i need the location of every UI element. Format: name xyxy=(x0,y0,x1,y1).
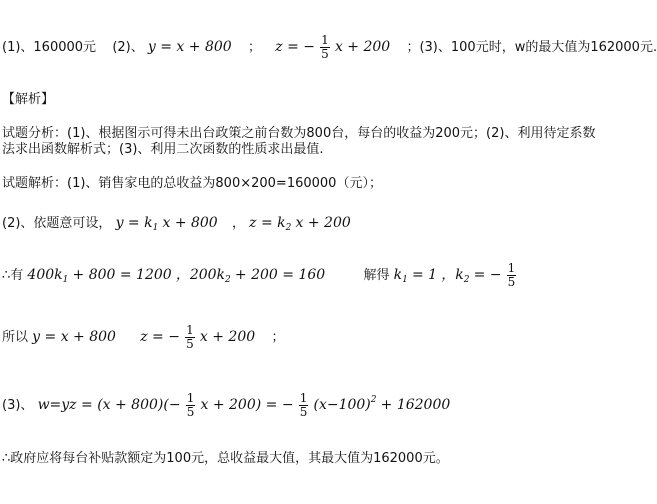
answer-part2-label: (2)、 xyxy=(112,40,144,55)
step4-end: ； xyxy=(271,330,285,345)
step3-eq2-sub: 2 xyxy=(225,275,231,285)
step3-k1-b: = 1 xyxy=(411,267,438,283)
step2-eq1-b: x + 800 xyxy=(162,215,218,231)
step4-fraction xyxy=(185,324,195,351)
step3-eq1-a: 400k xyxy=(27,267,63,283)
step3-k2-a: ，k xyxy=(441,267,464,283)
step2-comma: ， xyxy=(232,216,246,231)
fraction-numerator: 1 xyxy=(186,323,194,337)
step2-eq1-a: y = k xyxy=(115,215,153,231)
answer-fraction xyxy=(320,34,330,61)
step3-fraction xyxy=(507,262,517,289)
answer-part3: ；(3)、100元时，w的最大值为162000元. xyxy=(406,40,657,55)
answer-separator: ； xyxy=(247,40,261,55)
step4-z-rhs: x + 200 xyxy=(199,329,256,345)
answer-z-rhs: x + 200 xyxy=(334,39,391,55)
step4-y-equation: y = x + 800 xyxy=(32,329,116,345)
fraction-denominator: 5 xyxy=(299,405,308,419)
answer-y-equation: y = x + 800 xyxy=(147,39,232,55)
step3-k2-sub: 2 xyxy=(463,275,470,285)
fraction-denominator: 5 xyxy=(507,275,516,289)
analysis-line-1: 试题分析：(1)、根据图示可得未出台政策之前台数为800台，每台的收益为200元；(2)、利用待定系数 xyxy=(2,126,596,141)
fraction-numerator: 1 xyxy=(321,33,329,47)
answer-line xyxy=(2,34,657,61)
step5-part-c: (x−100) xyxy=(313,397,371,413)
step3-k1-sub: 1 xyxy=(402,275,408,285)
step3-eq1-b: + 800 = 1200 xyxy=(72,267,172,283)
step5-label: (3)、 xyxy=(2,398,34,413)
solution-step-1: 试题解析：(1)、销售家电的总收益为800×200=160000（元）； xyxy=(2,176,382,191)
solution-step-2 xyxy=(2,212,351,233)
fraction-numerator: 1 xyxy=(186,391,195,405)
step5-fraction-2 xyxy=(299,392,309,419)
step3-k2-b: = − xyxy=(473,267,502,283)
step5-part-d: + 162000 xyxy=(380,397,451,413)
step2-eq2-sub: 2 xyxy=(285,223,292,233)
step3-solve-text: 解得 xyxy=(363,268,390,283)
answer-part1: (1)、160000元 xyxy=(2,40,97,55)
step2-eq2-a: z = k xyxy=(249,215,286,231)
analysis-heading: 【解析】 xyxy=(2,92,55,107)
step4-text: 所以 xyxy=(2,330,29,345)
fraction-numerator: 1 xyxy=(507,261,516,275)
step3-k1-a: k xyxy=(393,267,403,283)
step2-eq1-sub: 1 xyxy=(152,223,159,233)
step5-part-b: x + 200) = − xyxy=(200,397,294,413)
step5-fraction-1 xyxy=(186,392,196,419)
step3-text: ∴有 xyxy=(2,268,24,283)
solution-step-3 xyxy=(2,262,517,289)
step2-text: (2)、依题意可设， xyxy=(2,216,112,231)
fraction-denominator: 5 xyxy=(186,405,195,419)
analysis-line-2: 法求出函数解析式；(3)、利用二次函数的性质求出最值. xyxy=(2,142,324,157)
step3-eq1-sub: 1 xyxy=(62,275,69,285)
step2-eq2-b: x + 200 xyxy=(295,215,351,231)
answer-z-lhs: z = − xyxy=(275,39,316,55)
solution-step-4 xyxy=(2,324,284,351)
fraction-denominator: 5 xyxy=(186,337,194,351)
step5-exponent: 2 xyxy=(370,395,377,405)
fraction-numerator: 1 xyxy=(299,391,308,405)
step3-eq2-b: + 200 = 160 xyxy=(234,267,326,283)
solution-step-5 xyxy=(2,392,450,419)
step4-z-lhs: z = − xyxy=(140,329,180,345)
solution-conclusion: ∴政府应将每台补贴款额定为100元，总收益最大值，其最大值为162000元。 xyxy=(2,451,449,466)
step5-part-a: w=yz = (x + 800)(− xyxy=(37,397,181,413)
step3-eq2-a: ，200k xyxy=(175,267,226,283)
fraction-denominator: 5 xyxy=(321,47,329,61)
